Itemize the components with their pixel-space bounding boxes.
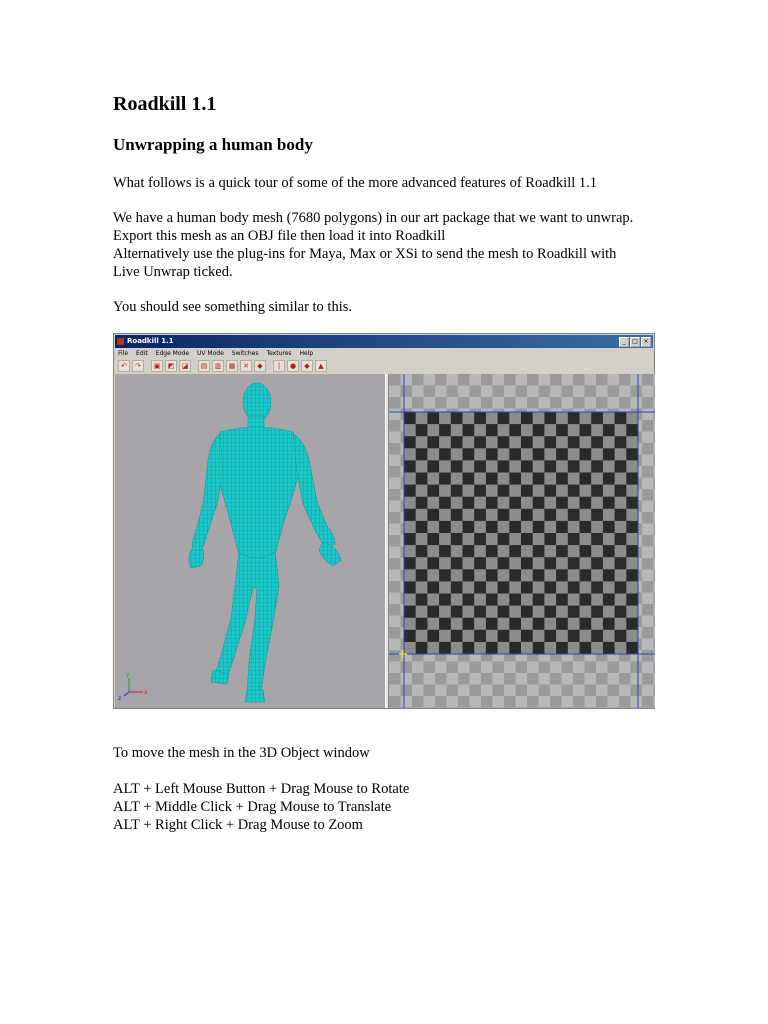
menu-edit[interactable]: Edit: [136, 350, 148, 357]
menu-textures[interactable]: Textures: [266, 350, 292, 357]
app-titlebar: [115, 335, 653, 348]
tool-icon[interactable]: ▲: [315, 360, 327, 372]
tool-icon[interactable]: ◆: [254, 360, 266, 372]
tool-icon[interactable]: ▦: [226, 360, 238, 372]
app-menubar: [118, 349, 313, 359]
app-logo-icon: [117, 338, 124, 345]
tool-icon[interactable]: ◆: [301, 360, 313, 372]
tool-icon[interactable]: ●: [287, 360, 299, 372]
svg-text:z: z: [118, 695, 122, 702]
control-zoom: ALT + Right Click + Drag Mouse to Zoom: [113, 817, 363, 833]
mesh-paragraph-line: Export this mesh as an OBJ file then load it into Roadkill: [113, 228, 446, 244]
mesh-paragraph-line: We have a human body mesh (7680 polygons) in our art package that we want to unwrap.: [113, 210, 634, 226]
uv-viewport[interactable]: [389, 374, 655, 708]
svg-text:x: x: [144, 689, 148, 696]
app-window-title: Roadkill 1.1: [127, 337, 174, 345]
tool-icon[interactable]: ▣: [151, 360, 163, 372]
maximize-icon[interactable]: □: [630, 337, 640, 347]
tool-icon[interactable]: ◪: [179, 360, 191, 372]
document-subtitle: Unwrapping a human body: [113, 135, 313, 154]
svg-text:y: y: [126, 671, 130, 678]
tool-icon[interactable]: |: [273, 360, 285, 372]
similar-paragraph: You should see something similar to this.: [113, 299, 352, 315]
close-icon[interactable]: ×: [641, 337, 651, 347]
control-rotate: ALT + Left Mouse Button + Drag Mouse to Rotate: [113, 781, 410, 797]
mesh-paragraph-line: Live Unwrap ticked.: [113, 264, 233, 280]
mesh-paragraph-line: Alternatively use the plug-ins for Maya, Max or XSi to send the mesh to Roadkill with: [113, 246, 617, 262]
menu-help[interactable]: Help: [299, 350, 314, 357]
menu-uv-mode[interactable]: UV Mode: [197, 350, 224, 357]
roadkill-app-window: [113, 333, 655, 709]
tool-icon[interactable]: ▤: [198, 360, 210, 372]
intro-paragraph: What follows is a quick tour of some of the more advanced features of Roadkill 1.1: [113, 175, 598, 191]
undo-icon[interactable]: ↶: [118, 360, 130, 372]
move-heading: To move the mesh in the 3D Object window: [113, 745, 370, 761]
window-controls: [619, 337, 651, 347]
human-mesh-figure: [115, 374, 385, 708]
menu-file[interactable]: File: [118, 350, 129, 357]
redo-icon[interactable]: ↷: [132, 360, 144, 372]
mesh-paragraph: [113, 209, 633, 281]
tool-icon[interactable]: ▥: [212, 360, 224, 372]
menu-switches[interactable]: Switches: [231, 350, 259, 357]
minimize-icon[interactable]: _: [619, 337, 629, 347]
app-toolbar: [118, 360, 327, 372]
tool-icon[interactable]: ◩: [165, 360, 177, 372]
tool-icon[interactable]: ✕: [240, 360, 252, 372]
controls-section: [113, 744, 409, 834]
uv-checker-grid: [389, 374, 655, 708]
object-3d-viewport[interactable]: [115, 374, 385, 708]
menu-edge-mode[interactable]: Edge Mode: [155, 350, 190, 357]
control-translate: ALT + Middle Click + Drag Mouse to Translate: [113, 799, 392, 815]
axis-gizmo: [118, 671, 148, 702]
document-title: Roadkill 1.1: [113, 93, 217, 115]
